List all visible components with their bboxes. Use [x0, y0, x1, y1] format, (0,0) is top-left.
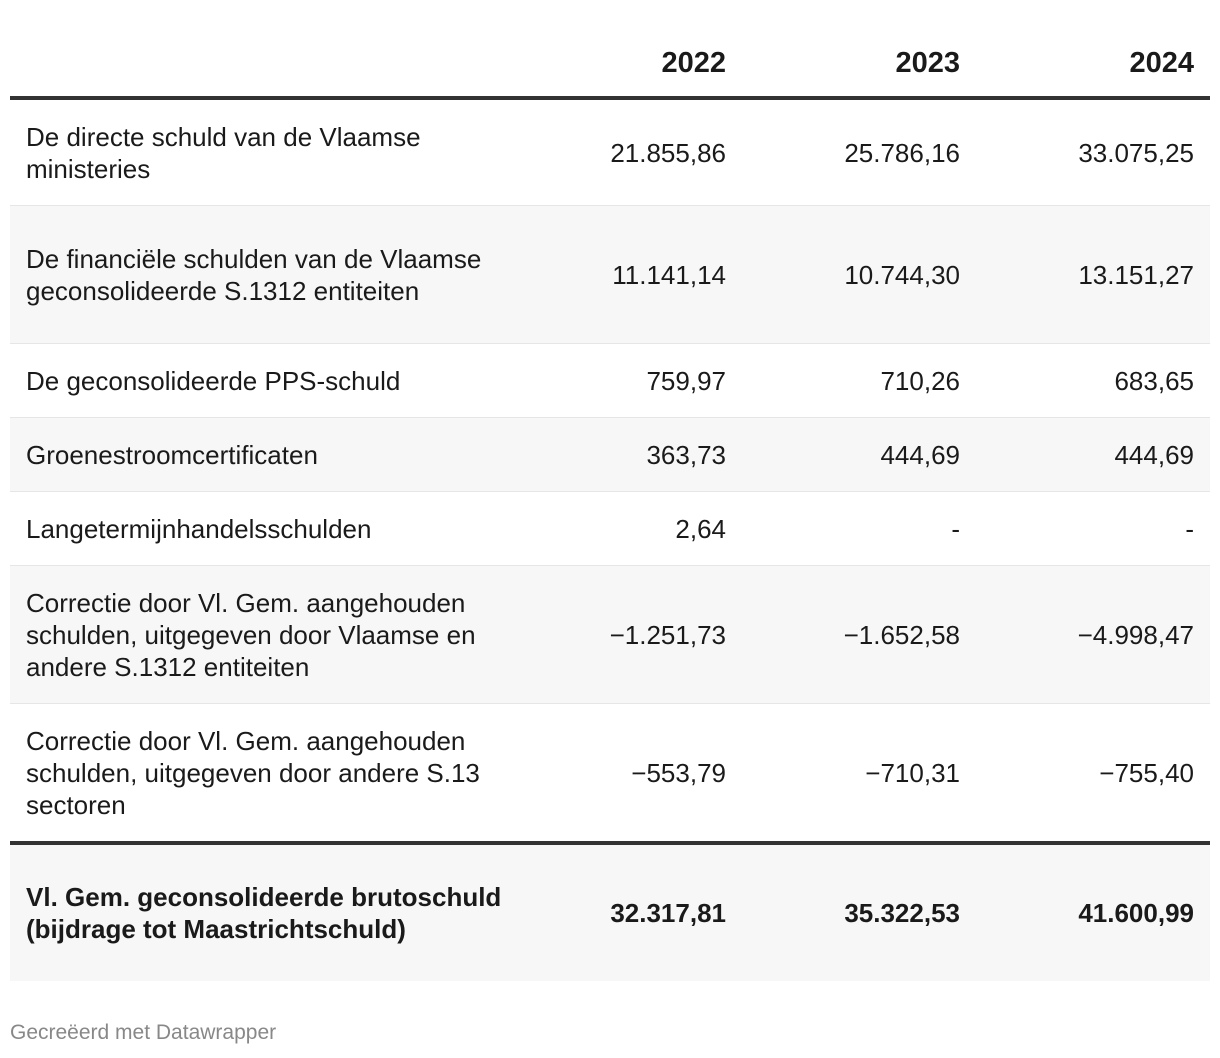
- table-row: [10, 418, 1210, 492]
- table-body: [10, 98, 1210, 981]
- row-label: Correctie door Vl. Gem. aangehouden schulden, uitgegeven door Vlaamse en andere S.1312 entiteiten: [10, 566, 508, 704]
- cell-value: -: [742, 492, 976, 566]
- cell-value: 13.151,27: [976, 206, 1210, 344]
- cell-value: 444,69: [742, 418, 976, 492]
- header-row: [10, 26, 1210, 98]
- total-label: Vl. Gem. geconsolideerde brutoschuld (bijdrage tot Maastrichtschuld): [10, 843, 508, 981]
- row-label: De directe schuld van de Vlaamse ministeries: [10, 98, 508, 206]
- cell-value: −710,31: [742, 704, 976, 844]
- data-table-container: [10, 26, 1210, 981]
- data-table: [10, 26, 1210, 981]
- header-label-column: [10, 26, 508, 98]
- total-value: 32.317,81: [508, 843, 742, 981]
- table-row: [10, 344, 1210, 418]
- cell-value: 33.075,25: [976, 98, 1210, 206]
- table-row: [10, 98, 1210, 206]
- row-label: Correctie door Vl. Gem. aangehouden schulden, uitgegeven door andere S.13 sectoren: [10, 704, 508, 844]
- cell-value: −1.652,58: [742, 566, 976, 704]
- cell-value: −755,40: [976, 704, 1210, 844]
- row-label: De geconsolideerde PPS-schuld: [10, 344, 508, 418]
- row-label: Groenestroomcertificaten: [10, 418, 508, 492]
- table-row: [10, 492, 1210, 566]
- cell-value: 25.786,16: [742, 98, 976, 206]
- row-label: Langetermijnhandelsschulden: [10, 492, 508, 566]
- total-value: 41.600,99: [976, 843, 1210, 981]
- cell-value: 2,64: [508, 492, 742, 566]
- cell-value: -: [976, 492, 1210, 566]
- cell-value: 759,97: [508, 344, 742, 418]
- cell-value: −4.998,47: [976, 566, 1210, 704]
- cell-value: 710,26: [742, 344, 976, 418]
- total-row: [10, 843, 1210, 981]
- cell-value: 683,65: [976, 344, 1210, 418]
- header-year-2022[interactable]: 2022: [508, 26, 742, 98]
- cell-value: 21.855,86: [508, 98, 742, 206]
- cell-value: −1.251,73: [508, 566, 742, 704]
- cell-value: 11.141,14: [508, 206, 742, 344]
- cell-value: −553,79: [508, 704, 742, 844]
- row-label: De financiële schulden van de Vlaamse geconsolideerde S.1312 entiteiten: [10, 206, 508, 344]
- header-year-2024[interactable]: 2024: [976, 26, 1210, 98]
- cell-value: 363,73: [508, 418, 742, 492]
- header-year-2023[interactable]: 2023: [742, 26, 976, 98]
- cell-value: 10.744,30: [742, 206, 976, 344]
- datawrapper-credit[interactable]: Gecreëerd met Datawrapper: [10, 1021, 277, 1044]
- table-row: [10, 206, 1210, 344]
- total-value: 35.322,53: [742, 843, 976, 981]
- table-header: [10, 26, 1210, 98]
- table-row: [10, 704, 1210, 844]
- cell-value: 444,69: [976, 418, 1210, 492]
- table-row: [10, 566, 1210, 704]
